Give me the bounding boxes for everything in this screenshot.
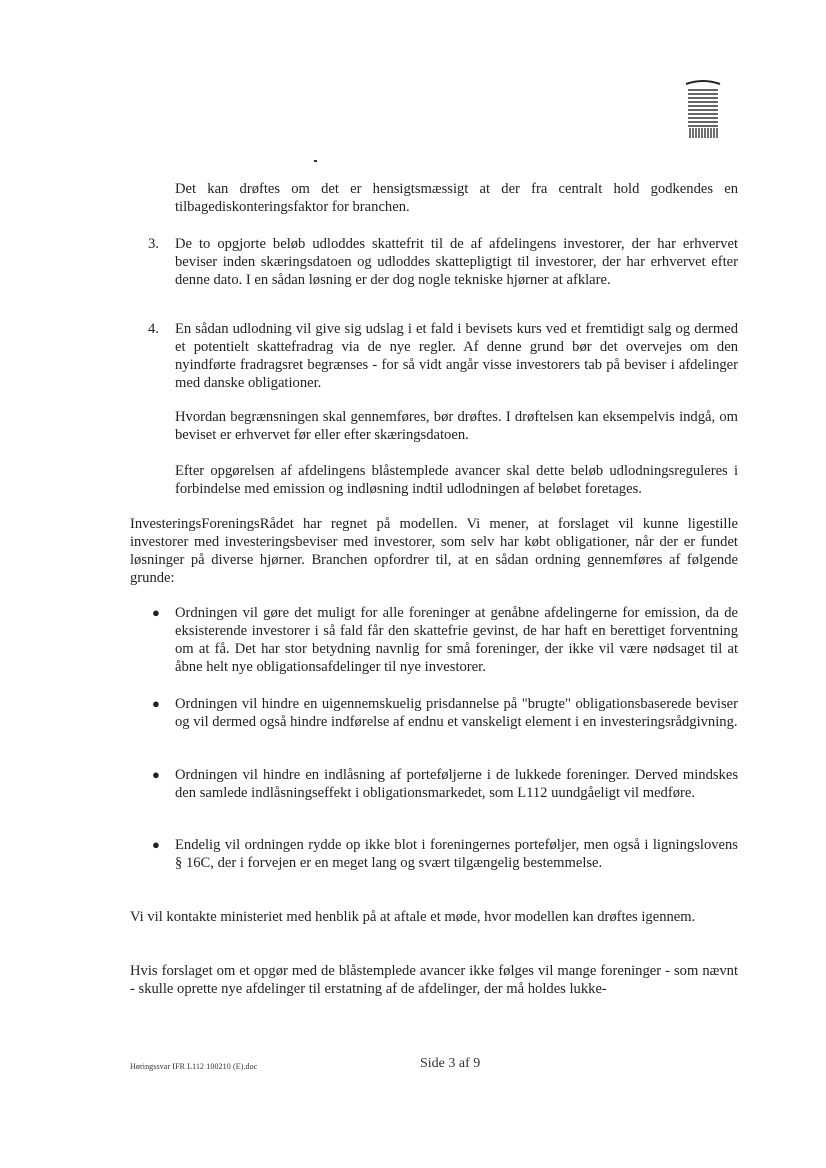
closing-paragraph: Hvis forslaget om et opgør med de blåstemplede avancer ikke følges vil mange foreninger - som nævnt - skulle oprette nye afdelinger til erstatning af de afdelinger, der må holdes lukke- [130, 963, 738, 997]
item-4-paragraph: En sådan udlodning vil give sig udslag i et fald i bevisets kurs ved et fremtidigt salg og dermed et potentielt skattefradrag via de nye regler. Af denne grund bør det overvejes om den nyindførte fradragsret begrænses - for så vidt angår visse investorers tab på beviser i afdelinger med danske obligationer. [175, 321, 738, 391]
bullet-icon: ● [152, 837, 160, 852]
bullet-icon: ● [152, 605, 160, 620]
item-3-paragraph: De to opgjorte beløb udloddes skattefrit til de af afdelingens investorer, der har erhvervet beviser inden skæringsdatoen og udloddes skattepligtigt til investorer, der har erhvervet efter denne dato. I en sådan løsning er der dog nogle tekniske hjørner at afklare. [175, 236, 738, 288]
bullet-item: Endelig vil ordningen rydde op ikke blot i foreningernes porteføljer, men også i ligningslovens § 16C, der i forvejen er en meget lang og svært tilgængelig bestemmelse. [175, 837, 738, 871]
bullet-item: Ordningen vil gøre det muligt for alle foreninger at genåbne afdelingerne for emission, da de eksisterende investorer i så fald får den skattefrie gevinst, de har haft en berettiget forventning om at få. Det har stor betydning navnlig for små foreninger, der ikke vil være nødsaget til at åbne helt nye obligationsafdelinger til nye investorer. [175, 605, 738, 675]
item-4-subparagraph-1: Hvordan begrænsningen skal gennemføres, bør drøftes. I drøftelsen kan eksempelvis indgå, om beviset er erhvervet før eller efter skæringsdatoen. [175, 409, 738, 443]
bullet-item: Ordningen vil hindre en uigennemskuelig prisdannelse på "brugte" obligationsbaserede beviser og vil dermed også hindre indførelse af endnu et vanskeligt element i en investeringsrådgivning. [175, 696, 738, 730]
ifr-paragraph: InvesteringsForeningsRådet har regnet på modellen. Vi mener, at forslaget vil kunne ligestille investorer med investeringsbeviser med investorer, som selv har købt obligationer, når der er fundet løsninger på diverse hjørner. Branchen opfordrer til, at en sådan ordning gennemføres af følgende grunde: [130, 516, 738, 586]
item-4-subparagraph-2: Efter opgørelsen af afdelingens blåstemplede avancer skal dette beløb udlodningsreguleres i forbindelse med emission og indløsning indtil udlodningen af beløbet foretages. [175, 463, 738, 497]
list-number-3: 3. [148, 236, 159, 252]
list-number-4: 4. [148, 321, 159, 337]
bullet-item: Ordningen vil hindre en indlåsning af porteføljerne i de lukkede foreninger. Derved mindskes den samlede indlåsningseffekt i obligationsmarkedet, som L112 uundgåeligt vil medføre. [175, 767, 738, 801]
scan-speck [314, 160, 317, 162]
intro-paragraph: Det kan drøftes om det er hensigtsmæssigt at der fra centralt hold godkendes en tilbagediskonteringsfaktor for branchen. [175, 181, 738, 215]
logo-icon [684, 78, 722, 140]
footer-filename: Høringssvar IFR L112 100210 (E).doc [130, 1062, 258, 1071]
contact-paragraph: Vi vil kontakte ministeriet med henblik på at aftale et møde, hvor modellen kan drøftes igennem. [130, 909, 696, 925]
bullet-icon: ● [152, 696, 160, 711]
bullet-icon: ● [152, 767, 160, 782]
footer-page-number: Side 3 af 9 [420, 1056, 481, 1071]
